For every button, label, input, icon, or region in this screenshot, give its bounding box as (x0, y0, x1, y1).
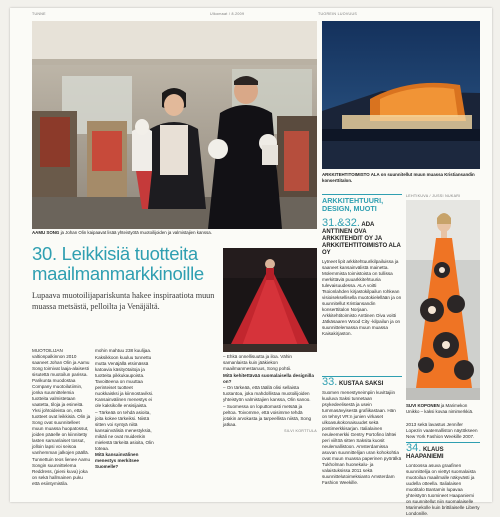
section-arch-heading (322, 217, 402, 257)
concert-hall-caption: ARKKITEHTITOIMISTO ALA on suunnitellut muun muassa Kristiansandin konserttitalon. (322, 172, 475, 183)
article-paragraph: mohin mahtuu 238 kuulijaa. (95, 348, 152, 353)
section-arch-body: Lytneet lipit arkkitehtuurikilpailuissa ja saaneet kansainvälistä mainetta. Molemmista toimistoista on tullissa merkittäviä puuarkkitehtuuria tulevaisuudessa. ALA voitti Tsoionlahden kirjastokilpailun rohkean visioiseksellisella muotokielellään ja on suunnitellut Kristiansandin konserttitalon Norjaan. Arkkitehtitoimisto Anttinen Oiva voitti Jätkäsaaren Wood City -kilpailun ja on suunnittelemassa muun muassa Kaisakirjaston. (322, 259, 402, 336)
article-paragraph: Tunnettuin teos lienee Aamu Songin suunnittelema Reddress, (pieni kuva) joka on sekä hallmainen puku että esiintymistila. (32, 456, 91, 486)
article-paragraph: – Ehkä onnellisuutta ja iloa. Vähin samanlaista kuin jääkiekon maailmanmestaruus, Song pohtii. (223, 354, 292, 371)
section-34-number: 34. (406, 442, 422, 454)
caption-name: AAMU SONG (32, 230, 60, 235)
section-arch-title: ARKKITEHTUURI, DESIGN, MUOTI (322, 196, 384, 213)
marimekko-caption-text: ja Marimekon Unikko – kaksi kovaa nimimerkkiä. (406, 403, 474, 414)
section-arch (322, 217, 402, 337)
marimekko-photo-credit: LEHTIKUVA / JUSSI NUKARI (406, 194, 461, 198)
section-34 (406, 422, 480, 517)
page-header-center: Ulkomaat / 8.2009 (210, 12, 245, 16)
section-arch-rule (322, 194, 402, 195)
marimekko-caption (406, 403, 480, 414)
article-question: Mitä kehitettävää suomalaisella designilla on? (223, 372, 314, 384)
main-photo (32, 21, 317, 229)
caption-text: ja Johan Olin kaipaavat lisää yhteistyötä muotoilijoiden ja valmistajien kanssa. (60, 230, 212, 235)
article-paragraph: MUOTOILIJAN valtionpalkinnon 2010 saaneet Johan Olin ja Aamu Song toimivat laaja-alaisesti sisutettä muotoilun parissa. Parikunta muodostaa Company muotoilutiimin, jonka suunnittelemia tuotteita valmistetaan vaatetta, tiloja ja esineitä. Yksi johtoideista on, että tuotteet ovat leikkisiä. Olin ja Song ovat suunnitelleet muun muassa huopatossut, joiden pääelle on kiinnitetty lasten samanlaiset tossut, jolloin lapsi voi seisoa vanhemman jalkojen päällä. (32, 348, 91, 455)
article-paragraph: – On tärkeää, että täällä olisi sellaista tuotantoa, joka mahdollistaa muotoilijoiden yhteistyön valmistajien kanssa, Olin sanoo. (223, 385, 311, 402)
magazine-page (10, 8, 492, 516)
page-header-left: TUNNE (32, 12, 46, 16)
section-33 (322, 376, 402, 486)
section-arch-numbers: 31.&32. (322, 217, 360, 229)
section-33-heading (322, 376, 402, 388)
article-byline: SILVI KORTTULA (284, 429, 317, 433)
section-33-number: 33. (322, 376, 338, 388)
article-paragraph: – Tärkeää on tehdä asioita, joita kokee tärkeiksi. Niistä sitten voi syntyä niitä kansainvälisiä menestyksiä, mikäli ne ovat muidenkin mielestä tärkeitä asioita, Olin toteaa. (95, 409, 154, 451)
main-photo-caption (32, 230, 317, 236)
section-33-title: KUSTAA SAKSI (338, 381, 384, 387)
marimekko-caption-name: SUVI KOPONEN (406, 403, 440, 408)
concert-hall-photo (322, 21, 480, 169)
article-question: Mitä kansainvälinen menestys merkitsee Suomelle? (95, 452, 139, 469)
section-arch-subtitle: ADA ANTTINEN OVA ARKKITEHDIT OY JA ARKKITEHTITOIMISTO ALA OY (322, 222, 401, 256)
section-34-heading (406, 442, 480, 461)
article-paragraph: Kaksikkoon kuuluu tunnettu mutta Venäjällä etsimässä katoavia käsityötaitoja ja tuotteita pikkukaupoista. Tavoitteena on muuttaa perinteiset tuotteet nuokkaisksi ja kiinnostaviksi. (95, 354, 154, 396)
section-34-title: KLAUS HAAPANIEMI (406, 447, 444, 460)
article-lead: Lupaava muotoilijapariskunta hakee inspiraatiota muun muassa metsästä, pelloilta ja Venäjältä. (32, 291, 215, 311)
article-column-2 (95, 348, 155, 471)
article-paragraph: Kansainvälinen menestys ei ole kaksikolle ensisijaista. (95, 397, 152, 408)
page-header-right: TUOREIN LUOVUUS (318, 12, 358, 16)
article-column-1 (32, 348, 91, 487)
marimekko-photo (406, 200, 480, 400)
reddress-photo (223, 248, 317, 352)
section-33-body: Suomen menestyneimpiin kuvittajiin kuuluva Saksi tunnetaan psykedeelisestä ja usein tummasävyisestä grafiikastaan. Hän on tehnyt VR:n junien virkaset ulkoasukokonaisuudet sekä postimerkkisarjan. Italialainen neuleemerkki Gentry Portofino lähtei peri viiltöä sitten Saksita kuosit neulemallistoon. Amsterdamissa asuvan suunnittelijan uran kohokohtia ovat muun muassa paperinen pyörälkä Tukholman huonekalu- ja valaistuksissa 2011 sekä suunnittelutoimeksianto Amsterdam Fashion Weekille. (322, 390, 402, 485)
article-headline: 30. Leikkisiä tuotteita maailmanmarkkinoille (32, 243, 204, 284)
article-column-3 (223, 354, 317, 435)
article-paragraph: – Suomessa on loputtomasti metsää ja peltoa. Toivomme, että voisimme tehdä jotakin arvokasta ja tarpeellista niistä, Song jatkaa. (223, 403, 312, 427)
section-34-intro: 2013 sekä lavastus Jennifer Lopezin vaatemalliston näytökseen New York Fashion Weekille 2007. (406, 422, 478, 439)
section-34-body: Lontoossa asuva graafinen suunnittelija on viettyt suomalaista muotoilua maailmalle näkyvästi ja uudella otteella. Italialaisen muotitalo Bantamin lupavaa yhteistyön tuomineet Haapaniemi on suunnitellut niin suomalaiselle Marimekolle kuin brittilaiselle Liberty Londonille. (406, 463, 480, 516)
